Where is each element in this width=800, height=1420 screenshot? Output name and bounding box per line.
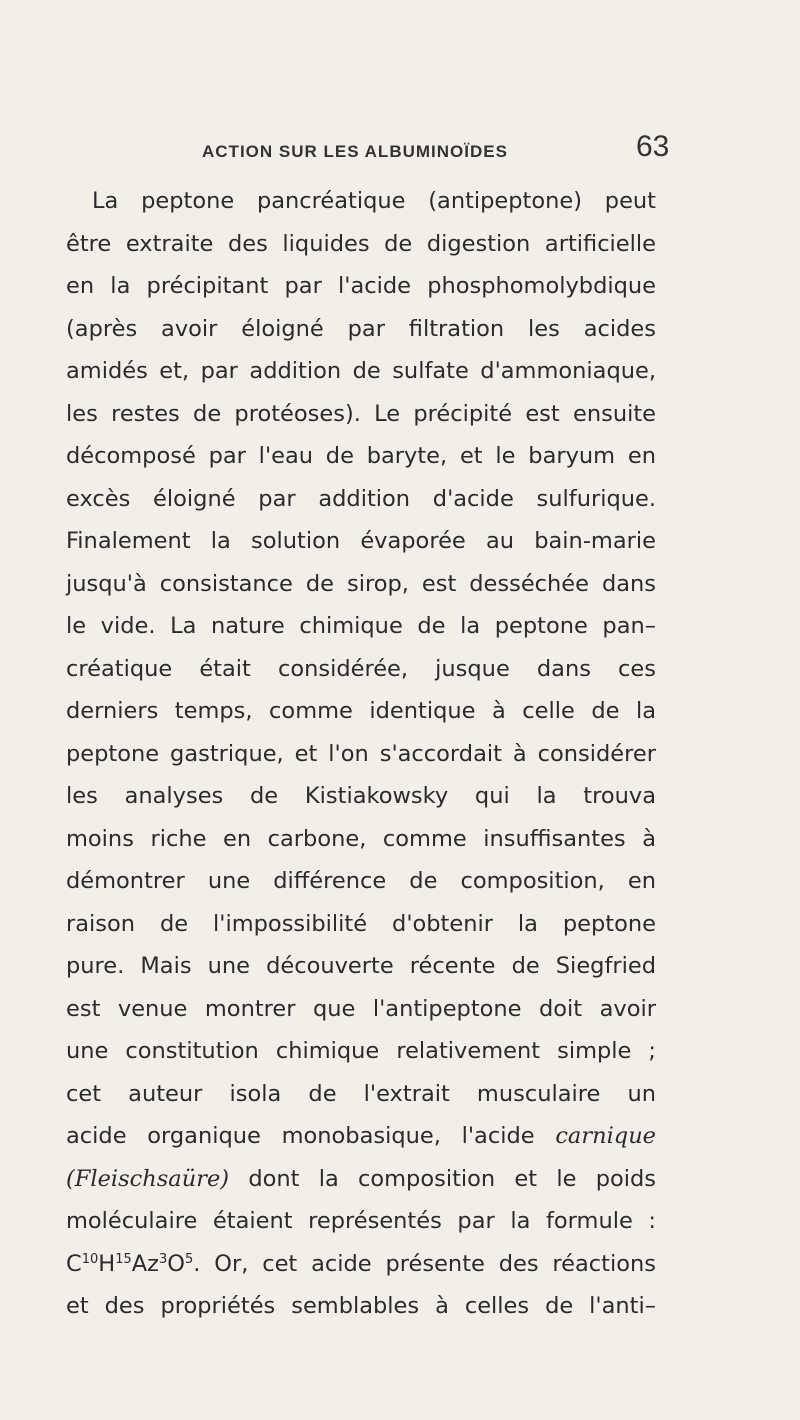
text-line-15: les analyses de Kistiakowsky qui la trouva	[66, 783, 656, 809]
text-line-19: pure. Mais une découverte récente de Siegfried	[66, 953, 656, 979]
text-line-26-rest: Or, cet acide présente des réactions	[214, 1250, 656, 1277]
running-title: ACTION SUR LES ALBUMINOÏDES	[202, 142, 508, 161]
text-line-27: et des propriétés semblables à celles de l'anti–	[66, 1293, 656, 1319]
italic-term-fleischsaure: (Fleischsaüre)	[66, 1165, 230, 1192]
text-line-26	[66, 1243, 656, 1286]
formula-azote: Az	[131, 1250, 159, 1277]
text-line-10: jusqu'à consistance de sirop, est desséchée dans	[66, 570, 656, 597]
text-line-9: Finalement la solution évaporée au bain-marie	[66, 528, 656, 554]
text-line-11: le vide. La nature chimique de la peptone pan–	[66, 613, 656, 639]
page-number: 63	[636, 130, 670, 163]
text-line-20: est venue montrer que l'antipeptone doit avoir	[66, 995, 656, 1022]
formula-carbon: C	[66, 1250, 82, 1277]
text-line-16: moins riche en carbone, comme insuffisantes à	[66, 825, 656, 852]
formula-oxygen-count: 5	[184, 1251, 194, 1267]
text-line-3: en la précipitant par l'acide phosphomolybdique	[66, 273, 656, 299]
formula-azote-count: 3	[158, 1251, 168, 1267]
text-line-23	[66, 1115, 656, 1158]
formula-period: .	[193, 1250, 201, 1277]
text-line-14: peptone gastrique, et l'on s'accordait à considérer	[66, 740, 656, 767]
text-line-2: être extraite des liquides de digestion artificielle	[66, 230, 656, 257]
text-line-21: une constitution chimique relativement simple ;	[66, 1038, 656, 1064]
text-line-18: raison de l'impossibilité d'obtenir la peptone	[66, 910, 656, 937]
text-line-5: amidés et, par addition de sulfate d'ammoniaque,	[66, 358, 656, 384]
text-line-23-start: acide organique monobasique, l'acide	[66, 1123, 535, 1149]
text-line-4: (après avoir éloigné par filtration les acides	[66, 315, 656, 342]
text-line-13: derniers temps, comme identique à celle de la	[66, 698, 656, 724]
text-line-25: moléculaire étaient représentés par la formule :	[66, 1208, 656, 1234]
text-line-24-rest: dont la composition et le poids	[248, 1165, 657, 1192]
text-line-6: les restes de protéoses). Le précipité est ensuite	[66, 400, 656, 427]
formula-hydrogen-count: 15	[115, 1251, 132, 1267]
text-line-8: excès éloigné par addition d'acide sulfurique.	[66, 485, 656, 512]
formula-hydrogen: H	[98, 1250, 116, 1277]
text-line-17: démontrer une différence de composition, en	[66, 868, 656, 894]
text-line-22: cet auteur isola de l'extrait musculaire un	[66, 1080, 656, 1107]
text-line-12: créatique était considérée, jusque dans ces	[66, 655, 656, 682]
formula-oxygen: O	[167, 1250, 185, 1277]
text-line-1: La peptone pancréatique (antipeptone) peut	[92, 188, 656, 214]
body-text	[66, 180, 656, 1328]
italic-term-carnique: carnique	[555, 1123, 656, 1149]
text-line-24	[66, 1158, 656, 1201]
formula-carbon-count: 10	[81, 1251, 99, 1267]
text-line-7: décomposé par l'eau de baryte, et le baryum en	[66, 443, 656, 469]
chemical-formula	[66, 1251, 200, 1277]
